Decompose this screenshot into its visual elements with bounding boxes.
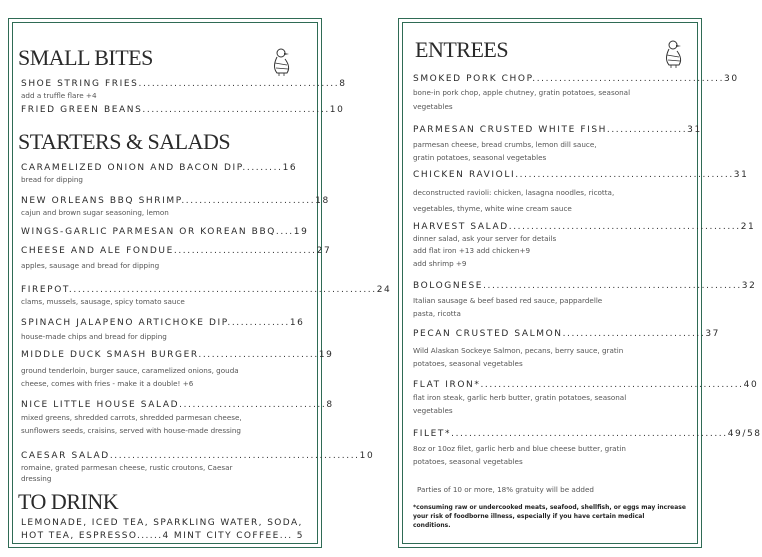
menu-item: SMOKED PORK CHOP...........................................30 bone-in pork chop, apple chutney, gratin potatoes, seasonal vegetables	[413, 74, 739, 111]
menu-item: SPINACH JALAPENO ARTICHOKE DIP..............16 house-made chips and bread for dipping	[21, 318, 305, 341]
left-menu-panel	[8, 18, 392, 548]
starters-title: STARTERS & SALADS	[18, 129, 231, 154]
menu-item: CHICKEN RAVIOLI.................................................31 deconstructed ravioli: chicken, lasagna noodles, ricotta, vegetables, thyme, white wine cream sauce	[413, 170, 749, 213]
right-menu-panel	[398, 18, 762, 548]
menu-item: HARVEST SALAD....................................................21 dinner salad, ask your server for details add flat iron +13 add chicken+9 add shrimp +9	[413, 222, 756, 268]
menu-item: SHOE STRING FRIES.............................................8 add a truffle flare +4	[21, 79, 347, 100]
menu-item: CHEESE AND ALE FONDUE................................27 apples, sausage and bread for dipping	[21, 246, 332, 270]
gratuity-note: Parties of 10 or more, 18% gratuity will be added	[417, 485, 594, 494]
drinks-list: LEMONADE, ICED TEA, SPARKLING WATER, SODA, HOT TEA, ESPRESSO......4 MINT CITY COFFEE... 5	[21, 518, 304, 541]
menu-item: CARAMELIZED ONION AND BACON DIP.........16 bread for dipping	[21, 163, 298, 184]
duck-icon	[269, 47, 293, 77]
entrees-title: ENTREES	[415, 37, 509, 62]
consumer-advisory: *consuming raw or undercooked meats, seafood, shellfish, or eggs may increase your risk of foodborne illness, especially if you have certain medical conditions.	[413, 504, 686, 529]
menu-item: WINGS-GARLIC PARMESAN OR KOREAN BBQ....19	[21, 227, 309, 237]
menu-item: FLAT IRON*...........................................................40 flat iron steak, garlic herb butter, gratin potatoes, seasonal vegetables	[413, 380, 759, 415]
menu-item: CAESAR SALAD........................................................10 romaine, grated parmesan cheese, rustic croutons, Caesar dressing	[21, 451, 375, 483]
menu-item: MIDDLE DUCK SMASH BURGER...........................19 ground tenderloin, burger sauce, caramelized onions, gouda cheese, comes with fries - make it a double! +6	[21, 350, 334, 388]
duck-icon	[661, 39, 685, 69]
menu-item: PARMESAN CRUSTED WHITE FISH..................31 parmesan cheese, bread crumbs, lemon dill sauce, gratin potatoes, seasonal vegetables	[413, 125, 702, 162]
menu-item: NEW ORLEANS BBQ SHRIMP..............................18 cajun and brown sugar seasoning, lemon	[21, 196, 330, 217]
menu-item: FRIED GREEN BEANS..........................................10	[21, 105, 345, 115]
menu-item: NICE LITTLE HOUSE SALAD.................................8 mixed greens, shredded carrots, shredded parmesan cheese, sunflowers seeds, craisins, served with house-made dressing	[21, 400, 334, 435]
menu-item: FIREPOT.....................................................................24 clams, mussels, sausage, spicy tomato sauce	[21, 285, 392, 306]
small-bites-title: SMALL BITES	[18, 45, 153, 70]
menu-item: BOLOGNESE..........................................................32 Italian sausage & beef based red sauce, pappardelle pasta, ricotta	[413, 281, 757, 318]
menu-item: PECAN CRUSTED SALMON................................37 Wild Alaskan Sockeye Salmon, pecans, berry sauce, gratin potatoes, seasonal vegetables	[413, 329, 720, 368]
to-drink-title: TO DRINK	[18, 489, 119, 514]
menu-item: FILET*..............................................................49/58 8oz or 10oz filet, garlic herb and blue cheese butter, gratin potatoes, seasonal vegetables	[413, 429, 762, 466]
